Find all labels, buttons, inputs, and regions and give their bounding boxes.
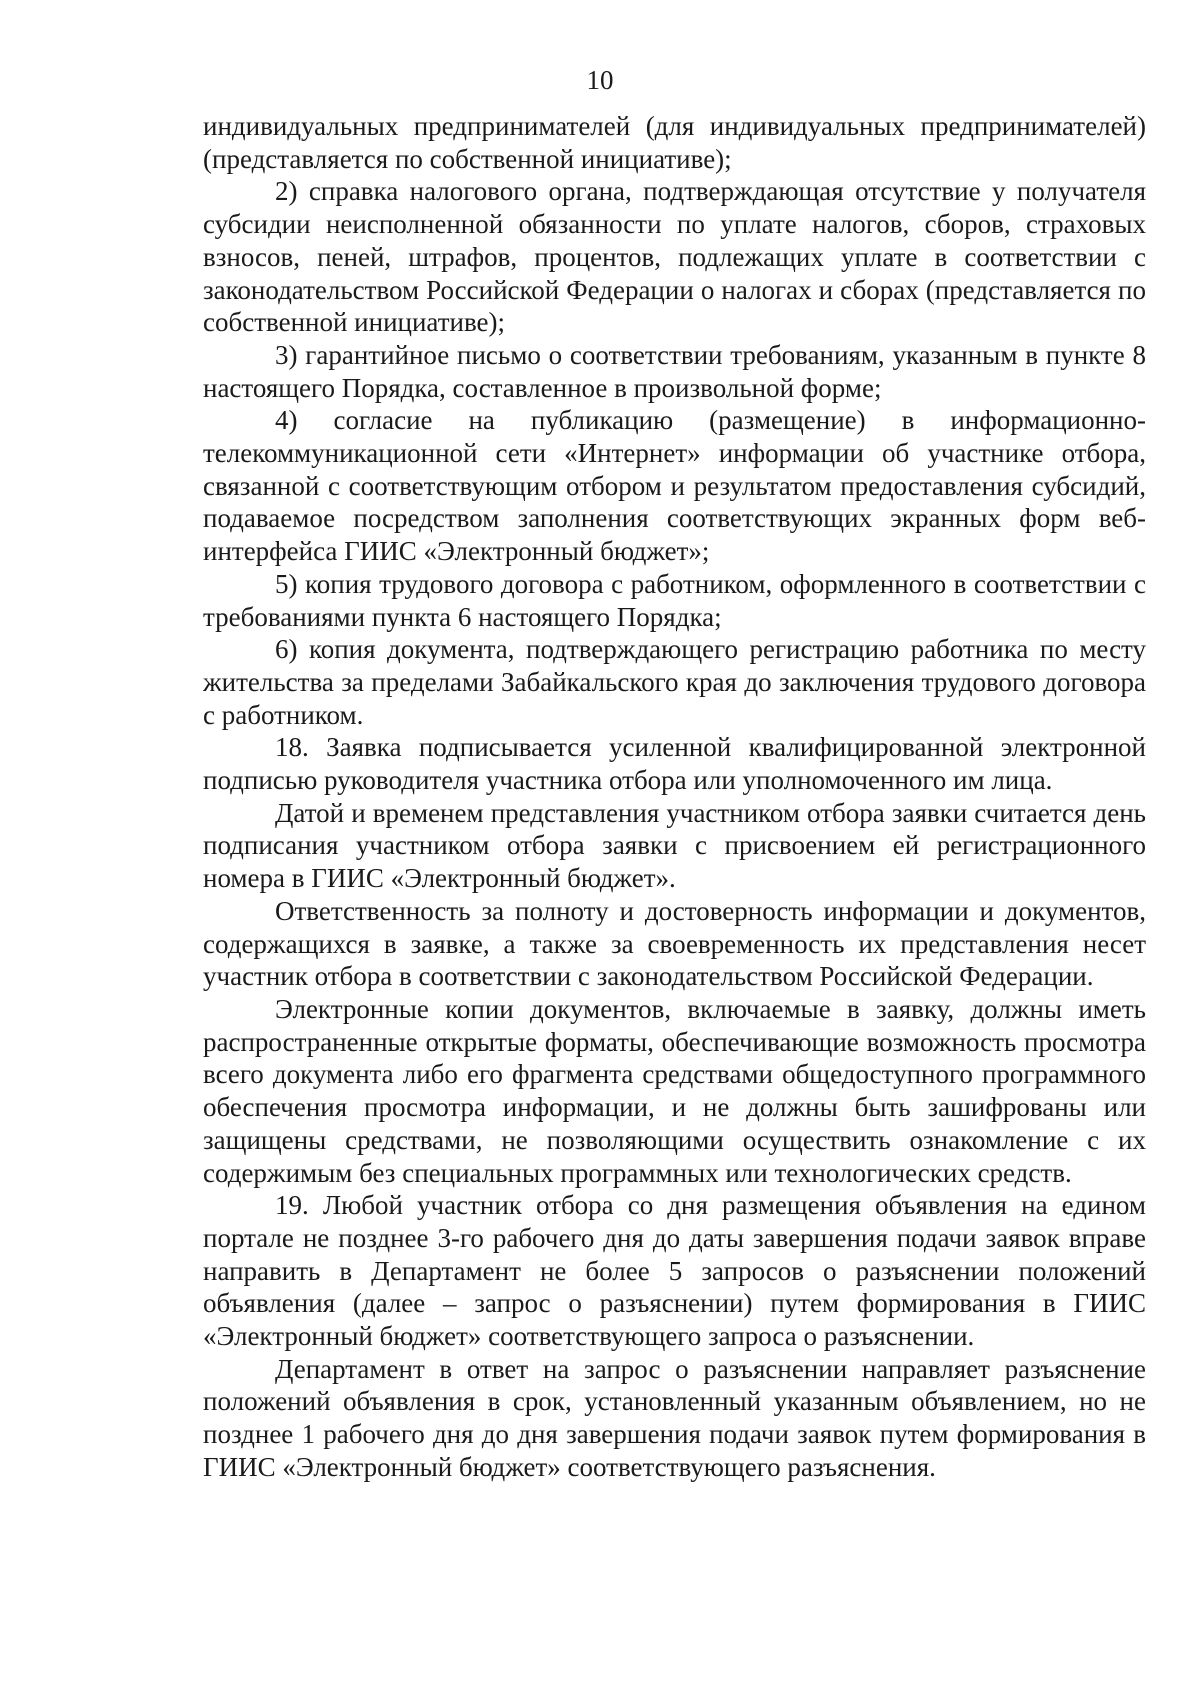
paragraph-item-6: 6) копия документа, подтверждающего регистрацию работника по месту жительства за пределами Забайкальского края до заключения трудового договора с работником. (203, 634, 1146, 730)
paragraph-continuation: индивидуальных предпринимателей (для индивидуальных предпринимателей) (представляется по собственной инициативе); (203, 111, 1146, 174)
paragraph-department-response: Департамент в ответ на запрос о разъяснении направляет разъяснение положений объявления в срок, установленный указанным объявлением, но не позднее 1 рабочего дня до дня завершения подачи заявок путем формирования в ГИИС «Электронный бюджет» соответствующего разъяснения. (203, 1353, 1146, 1482)
paragraph-responsibility: Ответственность за полноту и достоверность информации и документов, содержащихся в заявке, а также за своевременность их представления несет участник отбора в соответствии с законодательством Российской Федерации. (203, 895, 1146, 992)
paragraph-item-2: 2) справка налогового органа, подтверждающая отсутствие у получателя субсидии неисполненной обязанности по уплате налогов, сборов, страховых взносов, пеней, штрафов, процентов, подлежащих уплате в соответствии с законодательством Российской Федерации о налогах и сборах (представляется по собственной инициативе); (203, 176, 1146, 338)
paragraph-clause-19: 19. Любой участник отбора со дня размещения объявления на едином портале не позднее 3-го рабочего дня до даты завершения подачи заявок вправе направить в Департамент не более 5 запросов о разъяснении положений объявления (далее – запрос о разъяснении) путем формирования в ГИИС «Электронный бюджет» соответствующего запроса о разъяснении. (203, 1190, 1146, 1352)
document-body (203, 110, 1146, 1484)
paragraph-clause-18: 18. Заявка подписывается усиленной квалифицированной электронной подписью руководителя участника отбора или уполномоченного им лица. (203, 732, 1146, 796)
page-number: 10 (586, 65, 614, 95)
paragraph-electronic-copies: Электронные копии документов, включаемые в заявку, должны иметь распространенные открытые форматы, обеспечивающие возможность просмотра всего документа либо его фрагмента средствами общедоступного программного обеспечения просмотра информации, и не должны быть зашифрованы или защищены средствами, не позволяющими осуществить ознакомление с их содержимым без специальных программных или технологических средств. (203, 993, 1146, 1188)
paragraph-item-4: 4) согласие на публикацию (размещение) в информационно-телекоммуникационной сети «Интернет» информации об участнике отбора, связанной с соответствующим отбором и результатом предоставления субсидий, подаваемое посредством заполнения соответствующих экранных форм веб-интерфейса ГИИС «Электронный бюджет»; (203, 405, 1146, 567)
paragraph-submission-date: Датой и временем представления участником отбора заявки считается день подписания участником отбора заявки с присвоением ей регистрационного номера в ГИИС «Электронный бюджет». (203, 797, 1146, 894)
paragraph-item-3: 3) гарантийное письмо о соответствии требованиям, указанным в пункте 8 настоящего Порядка, составленное в произвольной форме; (203, 339, 1146, 403)
paragraph-item-5: 5) копия трудового договора с работником, оформленного в соответствии с требованиями пункта 6 настоящего Порядка; (203, 568, 1146, 632)
